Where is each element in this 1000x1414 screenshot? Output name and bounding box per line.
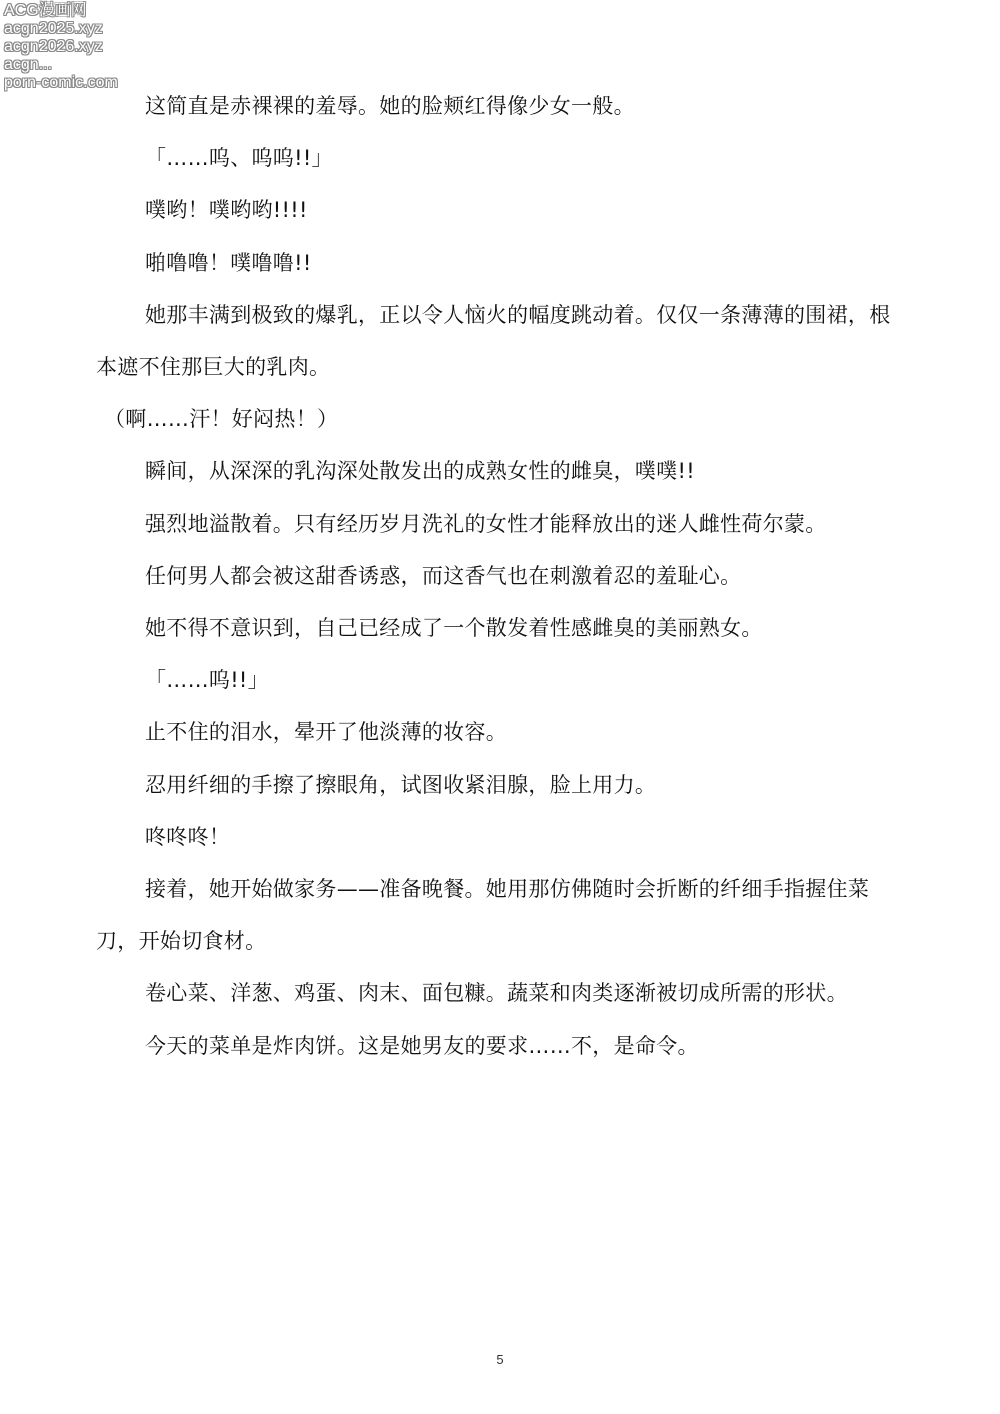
paragraph: 她不得不意识到，自己已经成了一个散发着性感雌臭的美丽熟女。 (145, 616, 763, 641)
watermark-line: acgn... (4, 56, 53, 73)
paragraph: 任何男人都会被这甜香诱惑，而这香气也在刺激着忍的羞耻心。 (145, 563, 742, 588)
watermark (4, 2, 118, 92)
paragraph: 啪噜噜！噗噜噜!! (145, 250, 312, 275)
paragraph: （啊……汗！好闷热！） (104, 407, 339, 432)
page-number: 5 (496, 1352, 504, 1367)
paragraph: 瞬间，从深深的乳沟深处散发出的成熟女性的雌臭，噗噗!! (145, 459, 695, 484)
paragraph: 止不住的泪水，晕开了他淡薄的妆容。 (145, 720, 508, 745)
paragraph: 咚咚咚！ (145, 824, 231, 849)
paragraph: 噗哟！噗哟哟!!!! (145, 198, 308, 223)
paragraph: 这简直是赤裸裸的羞辱。她的脸颊红得像少女一般。 (145, 94, 635, 118)
watermark-line: acgn2026.xyz (4, 38, 103, 55)
paragraph: 她那丰满到极致的爆乳，正以令人恼火的幅度跳动着。仅仅一条薄薄的围裙，根本遮不住那巨大的乳肉。 (96, 302, 891, 380)
paragraph: 接着，她开始做家务——准备晚餐。她用那仿佛随时会折断的纤细手指握住菜刀，开始切食材。 (96, 877, 870, 954)
paragraph: 「……呜、呜呜!!」 (145, 146, 333, 171)
watermark-line: acgn2025.xyz (4, 20, 103, 37)
watermark-line: porn-comic.com (4, 74, 118, 91)
paragraph: 今天的菜单是炸肉饼。这是她男友的要求……不，是命令。 (145, 1033, 699, 1058)
paragraph: 「……呜!!」 (145, 668, 269, 693)
page-body (96, 80, 906, 1072)
paragraph: 忍用纤细的手擦了擦眼角，试图收紧泪腺，脸上用力。 (145, 772, 657, 797)
paragraph: 强烈地溢散着。只有经历岁月洗礼的女性才能释放出的迷人雌性荷尔蒙。 (145, 511, 827, 536)
paragraph: 卷心菜、洋葱、鸡蛋、肉末、面包糠。蔬菜和肉类逐渐被切成所需的形状。 (145, 981, 848, 1006)
watermark-line: ACG漫画网 (4, 2, 87, 19)
